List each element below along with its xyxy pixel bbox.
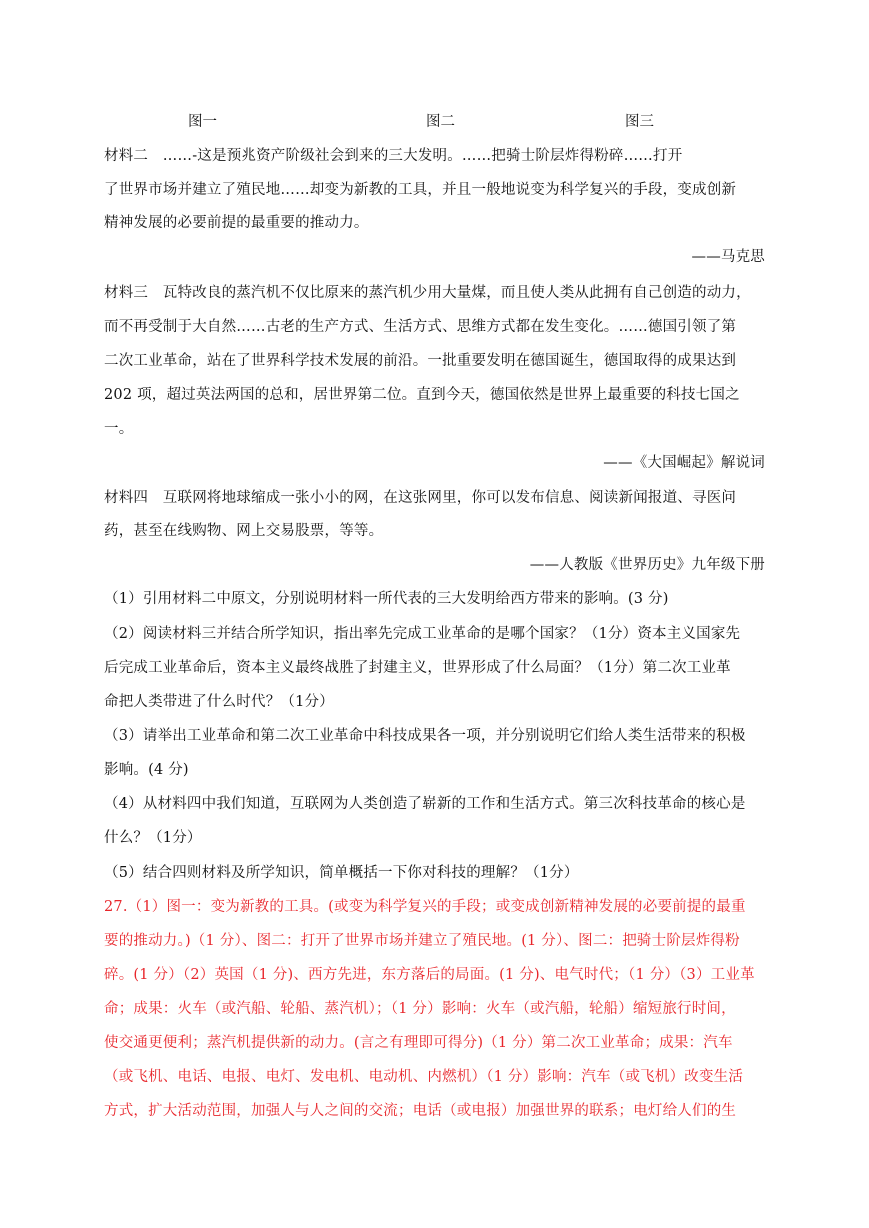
material-4-line-1: 材料四 互联网将地球缩成一张小小的网，在这张网里，你可以发布信息、阅读新闻报道、寻医问 [104,490,737,506]
question-2-line-3: 命把人类带进了什么时代？（1分） [104,694,334,710]
answer-line-6: （或飞机、电话、电报、电灯、发电机、电动机、内燃机）（1 分）影响：汽车（或飞机）改变生活 [104,1069,744,1085]
question-2-line-1: （2）阅读材料三并结合所学知识，指出率先完成工业革命的是哪个国家？（1分）资本主义国家先 [104,626,741,642]
figure-caption-2: 图二 [426,114,455,130]
answer-line-7: 方式，扩大活动范围，加强人与人之间的交流；电话（或电报）加强世界的联系；电灯给人们的生 [104,1103,737,1119]
material-3-source: ——《大国崛起》解说词 [603,455,765,471]
question-3-line-2: 影响。(4 分) [104,762,189,778]
figure-caption-1: 图一 [188,114,217,130]
figure-caption-3: 图三 [625,114,654,130]
material-3-line-2: 而不再受制于大自然……古老的生产方式、生活方式、思维方式都在发生变化。……德国引领了第 [104,319,737,335]
answer-line-4: 命；成果：火车（或汽船、轮船、蒸汽机）；（1 分）影响：火车（或汽船，轮船）缩短旅行时间， [104,1001,736,1017]
material-2-line-3: 精神发展的必要前提的最重要的推动力。 [104,215,369,231]
material-3-line-1: 材料三 瓦特改良的蒸汽机不仅比原来的蒸汽机少用大量煤，而且使人类从此拥有自己创造的动力， [104,285,751,301]
question-5: （5）结合四则材料及所学知识，简单概括一下你对科技的理解？（1分） [104,865,579,881]
question-4-line-1: （4）从材料四中我们知道，互联网为人类创造了崭新的工作和生活方式。第三次科技革命的核心是 [104,796,746,812]
material-4-line-2: 药，甚至在线购物、网上交易股票，等等。 [104,523,384,539]
answer-line-3: 碎。(1 分）（2）英国（1 分)、西方先进，东方落后的局面。(1 分)、电气时代；（1 分）（3）工业革 [104,967,755,983]
material-2-line-1: 材料二 ……-这是预兆资产阶级社会到来的三大发明。……把骑士阶层炸得粉碎……打开 [104,148,683,164]
material-3-line-4: 202 项，超过英法两国的总和，居世界第二位。直到今天，德国依然是世界上最重要的科技七国之 [104,387,740,403]
answer-line-5: 使交通更便利；蒸汽机提供新的动力。(言之有理即可得分)（1 分）第二次工业革命；成果：汽车 [104,1035,733,1051]
question-4-line-2: 什么？（1分） [104,830,202,846]
material-4-source: ——人教版《世界历史》九年级下册 [529,557,765,573]
answer-line-1: 27.（1）图一：变为新教的工具。(或变为科学复兴的手段；或变成创新精神发展的必要前提的最重 [104,899,746,915]
answer-line-2: 要的推动力。)（1 分）、图二：打开了世界市场并建立了殖民地。(1 分）、图二：把骑士阶层炸得粉 [104,933,740,949]
material-2-line-2: 了世界市场并建立了殖民地……却变为新教的工具，并且一般地说变为科学复兴的手段，变成创新 [104,182,737,198]
question-2-line-2: 后完成工业革命后，资本主义最终战胜了封建主义，世界形成了什么局面？（1分）第二次工业革 [104,660,731,676]
material-3-line-3: 二次工业革命，站在了世界科学技术发展的前沿。一批重要发明在德国诞生，德国取得的成果达到 [104,353,737,369]
question-1: （1）引用材料二中原文，分别说明材料一所代表的三大发明给西方带来的影响。(3 分) [104,591,669,607]
question-3-line-1: （3）请举出工业革命和第二次工业革命中科技成果各一项，并分别说明它们给人类生活带来的积极 [104,728,746,744]
material-2-source: ——马克思 [691,249,765,265]
material-3-line-5: 一。 [104,421,134,437]
